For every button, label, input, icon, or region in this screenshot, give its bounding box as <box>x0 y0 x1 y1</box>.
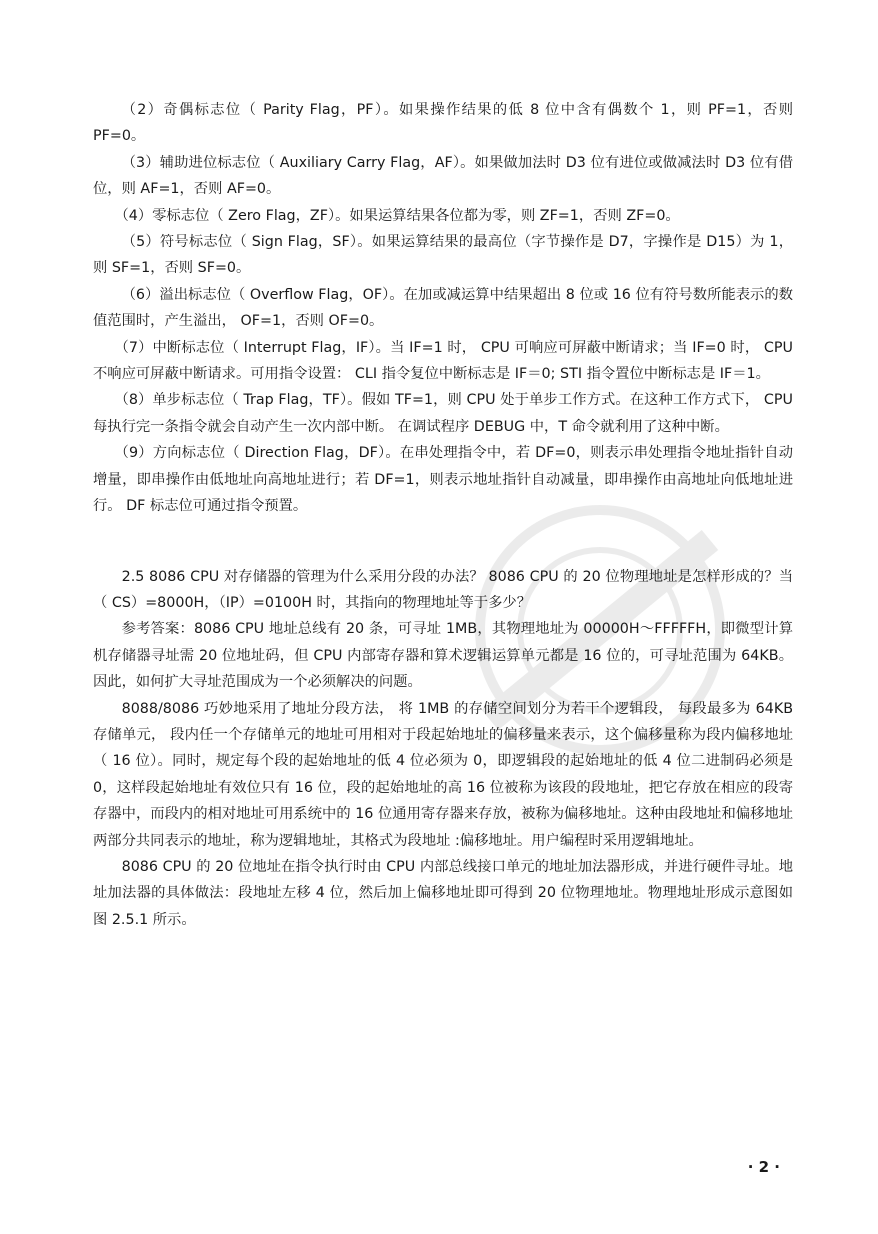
paragraph-zero-flag: （4）零标志位（ Zero Flag，ZF）。如果运算结果各位都为零，则 ZF=1，否则 ZF=0。 <box>114 207 680 224</box>
paragraph-direction-flag: （9）方向标志位（ Direction Flag，DF）。在串处理指令中，若 DF=0，则表示串处理指令地址指针自动增量，即串操作由低地址向高地址进行；若 DF=1，则表示地址指针自动减量，即串操作由高地址向低地址进行。 DF 标志位可通过指令预置。 <box>93 445 793 515</box>
paragraph-overflow-flag: （6）溢出标志位（ Overflow Flag，OF）。在加或减运算中结果超出 8 位或 16 位有符号数所能表示的数值范围时，产生溢出， OF=1，否则 OF=0。 <box>93 286 793 330</box>
answer-segmentation: 8088/8086 巧妙地采用了地址分段方法， 将 1MB 的存储空间划分为若干个逻辑段， 每段最多为 64KB 存储单元， 段内任一个存储单元的地址可用相对于段起始地址的偏移量来表示，这个偏移量称为段内偏移地址（ 16 位）。同时，规定每个段的起始地址的低 4 位必须为 0，即逻辑段的起始地址的低 4 位二进制码必须是 0，这样段起始地址有效位只有 16 位，段的起始地址的高 16 位被称为该段的段地址，把它存放在相应的段寄存器中，而段内的相对地址可用系统中的 16 位通用寄存器来存放，被称为偏移地址。这种由段地址和偏移地址两部分共同表示的地址，称为逻辑地址，其格式为段地址 :偏移地址。用户编程时采用逻辑地址。 <box>93 700 793 849</box>
answer-intro: 参考答案：8086 CPU 地址总线有 20 条，可寻址 1MB，其物理地址为 00000H～FFFFFH，即微型计算机存储器寻址需 20 位地址码，但 CPU 内部寄存器和算术逻辑运算单元都是 16 位的，可寻址范围为 64KB。因此，如何扩大寻址范围成为一个必须解决的问题。 <box>93 621 793 691</box>
paragraph-interrupt-flag: （7）中断标志位（ Interrupt Flag，IF）。当 IF=1 时， CPU 可响应可屏蔽中断请求；当 IF=0 时， CPU 不响应可屏蔽中断请求。可用指令设置： CLI 指令复位中断标志是 IF＝0; STI 指令置位中断标志是 IF＝1。 <box>93 339 793 383</box>
paragraph-auxiliary-carry-flag: （3）辅助进位标志位（ Auxiliary Carry Flag，AF）。如果做加法时 D3 位有进位或做减法时 D3 位有借位，则 AF=1，否则 AF=0。 <box>93 154 793 198</box>
paragraph-parity-flag: （2）奇偶标志位（ Parity Flag，PF）。如果操作结果的低 8 位中含有偶数个 1，则 PF=1，否则 PF=0。 <box>93 102 793 145</box>
section-gap <box>93 520 793 564</box>
page-number: · 2 · <box>747 1158 780 1176</box>
paragraph-sign-flag: （5）符号标志位（ Sign Flag，SF）。如果运算结果的最高位（字节操作是 D7，字操作是 D15）为 1，则 SF=1，否则 SF=0。 <box>93 234 793 277</box>
document-body <box>93 97 793 933</box>
answer-physical-address: 8086 CPU 的 20 位地址在指令执行时由 CPU 内部总线接口单元的地址加法器形成，并进行硬件寻址。地址加法器的具体做法：段地址左移 4 位，然后加上偏移地址即可得到 20 位物理地址。物理地址形成示意图如图 2.5.1 所示。 <box>93 858 793 928</box>
question-2-5: 2.5 8086 CPU 对存储器的管理为什么采用分段的办法？ 8086 CPU 的 20 位物理地址是怎样形成的？当（ CS）=8000H，（IP）=0100H 时，其指向的物理地址等于多少？ <box>93 568 793 611</box>
paragraph-trap-flag: （8）单步标志位（ Trap Flag，TF）。假如 TF=1，则 CPU 处于单步工作方式。在这种工作方式下， CPU 每执行完一条指令就会自动产生一次内部中断。 在调试程序 DEBUG 中，T 命令就利用了这种中断。 <box>93 392 793 435</box>
